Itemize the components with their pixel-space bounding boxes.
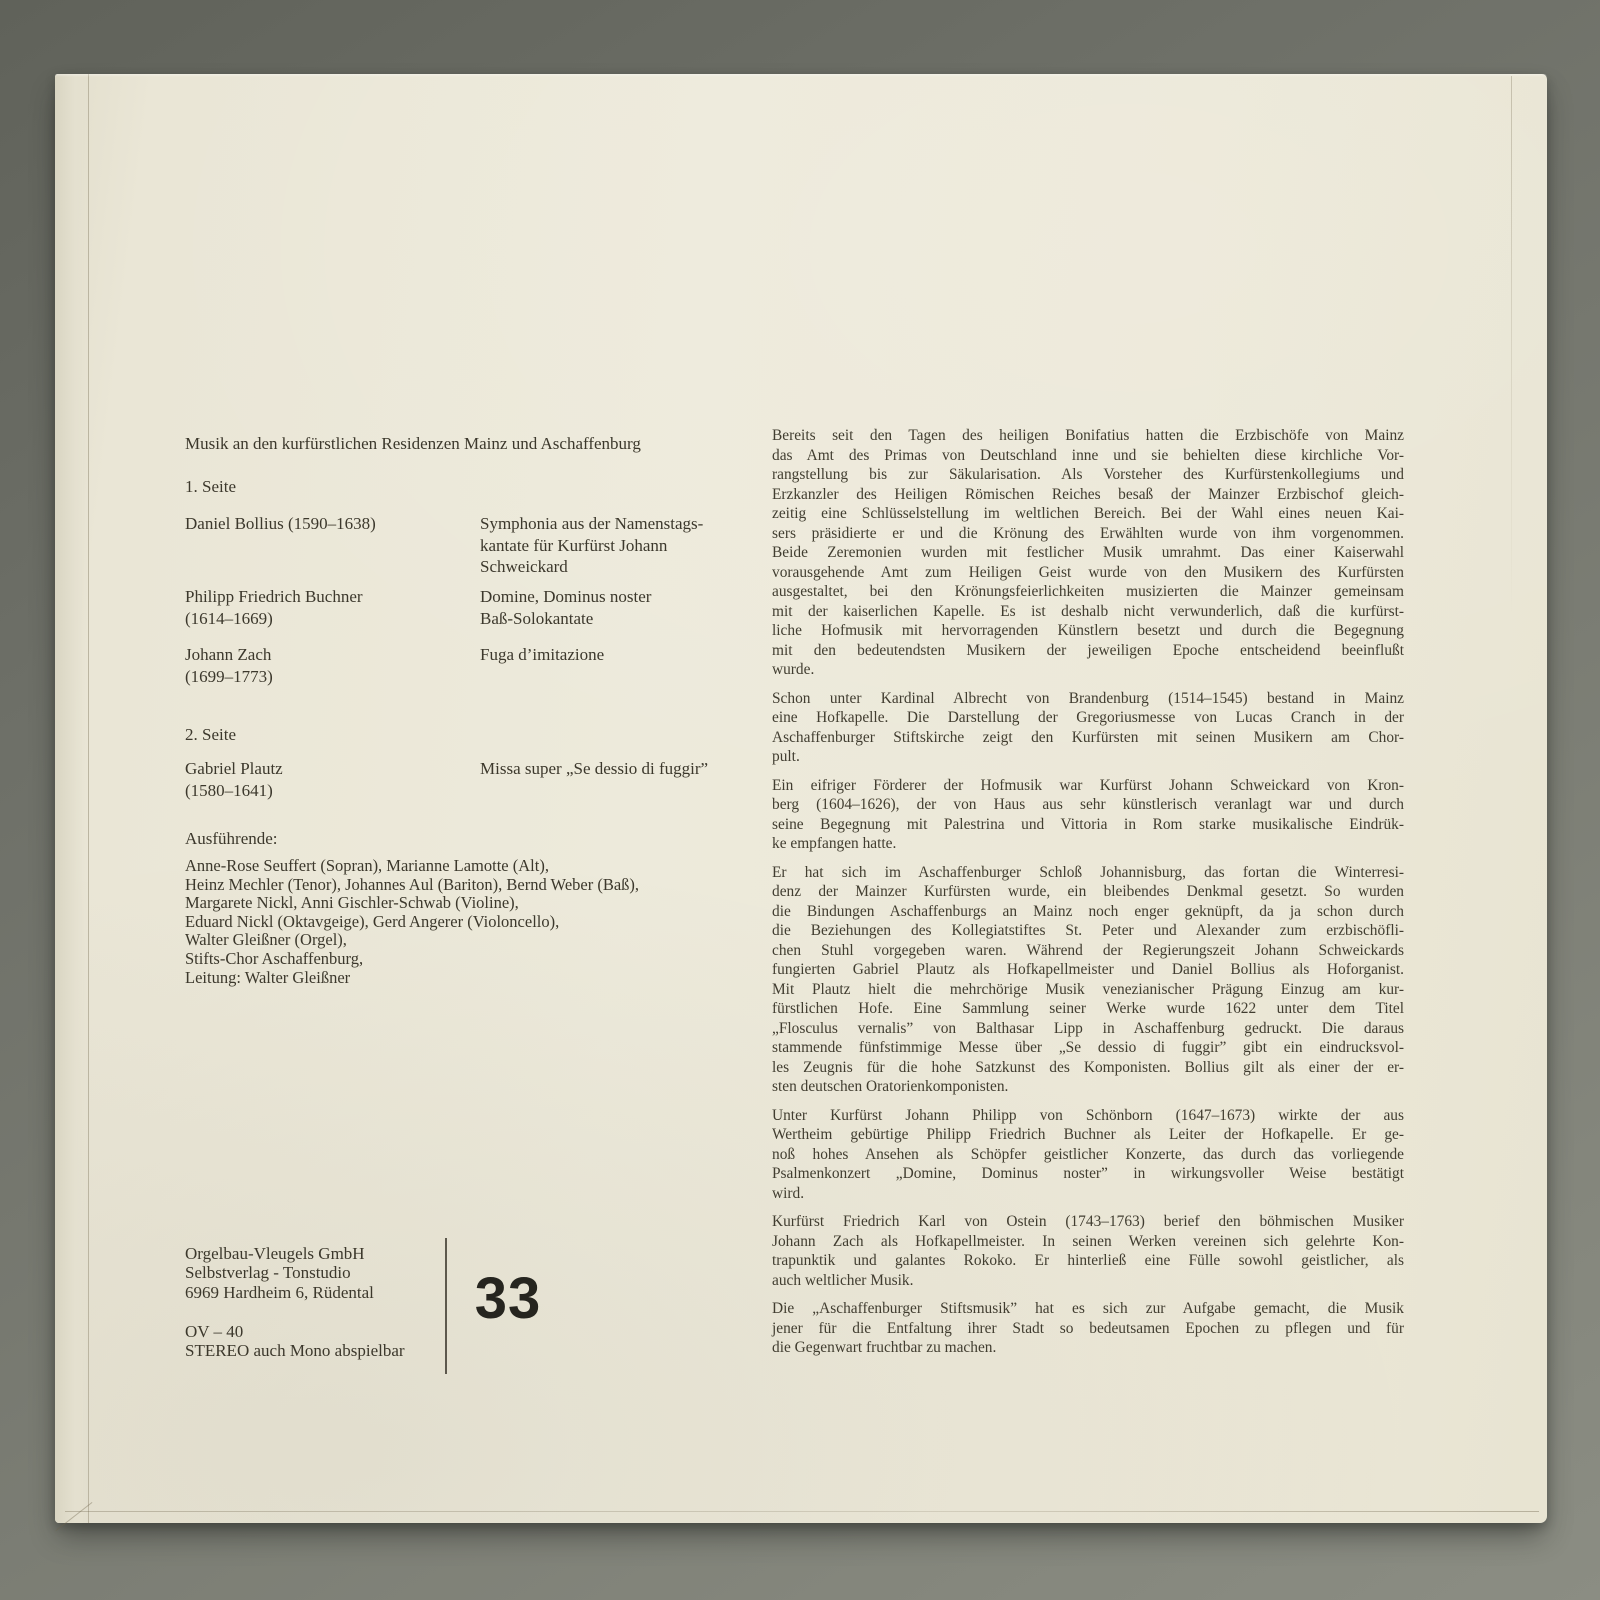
work-fuga (480, 644, 604, 666)
text-line: ausgestaltet, bei den Krönungsfeierlichkeiten musizierten die Mainzer gemeinsam (772, 583, 1404, 600)
text-line: Walter Gleißner (Orgel), (185, 930, 347, 950)
record-sleeve-back (55, 74, 1547, 1523)
text-line: Orgelbau-Vleugels GmbH (185, 1244, 365, 1263)
text-line: fürstlichen Hofe. Eine Sammlung seiner Werke wurde 1622 unter dem Titel (772, 1000, 1404, 1017)
text-line: rangstellung bis zur Säkularisation. Als Vorsteher des Kurfürstenkollegiums und (772, 466, 1404, 483)
text-line: Er hat sich im Aschaffenburger Schloß Johannisburg, das fortan die Winterresi- (772, 863, 1404, 881)
text-line: Philipp Friedrich Buchner (185, 587, 363, 606)
liner-paragraph (772, 1212, 1404, 1290)
sleeve-bottom-crease (65, 1511, 1539, 1512)
text-line: sers präsidierte er und die Krönung des Erwählten wurde von ihm vorgenommen. (772, 524, 1404, 542)
text-line: Wertheim gebürtige Philipp Friedrich Buchner als Leiter der Hofkapelle. Er ge- (772, 1126, 1404, 1143)
text-line: liche Hofmusik mit hervorragenden Künstlern besetzt und durch die Begegnung (772, 622, 1404, 639)
text-line: eine Hofkapelle. Die Darstellung der Gregoriusmesse von Lucas Cranch in der (772, 709, 1404, 726)
liner-paragraph (772, 1299, 1404, 1358)
text-line: Eduard Nickl (Oktavgeige), Gerd Angerer (Violoncello), (185, 911, 560, 931)
text-line: vorausgehende Amt zum Heiligen Geist wurde von den Musikern des Kurfürsten (772, 563, 1404, 581)
text-line: die Gegenwart fruchtbar zu machen. (772, 1339, 997, 1356)
speed-33-rpm-label: 33 (474, 1266, 542, 1331)
liner-notes (772, 426, 1404, 1367)
liner-paragraph (772, 863, 1404, 1097)
text-line: Anne-Rose Seuffert (Sopran), Marianne Lamotte (Alt), (185, 856, 549, 875)
text-line: auch weltlicher Musik. (772, 1271, 914, 1289)
text-line: mit den bedeutendsten Musikern der jeweiligen Epoche entscheidend beeinflußt (772, 641, 1404, 659)
text-line: berg (1604–1626), der von Haus aus sehr künstlerisch veranlagt war und durch (772, 796, 1404, 813)
composer-johann-zach (185, 644, 273, 687)
text-line: (1614–1669) (185, 608, 273, 628)
liner-paragraph (772, 426, 1404, 680)
text-line: Daniel Bollius (1590–1638) (185, 514, 376, 533)
text-line: wurde. (772, 661, 815, 678)
text-line: Margarete Nickl, Anni Gischler-Schwab (Violine), (185, 893, 519, 913)
text-line: Domine, Dominus noster (480, 587, 652, 606)
text-line: Mit Plautz hielt die mehrchörige Musik venezianischer Prägung Einzug am kur- (772, 980, 1404, 998)
liner-paragraph (772, 1106, 1404, 1204)
divider-line (445, 1238, 447, 1374)
liner-paragraph (772, 776, 1404, 854)
sleeve-right-crease (1511, 76, 1512, 616)
text-line: denz der Mainzer Kurfürsten wurde, ein bleibendes Denkmal gesetzt. So wurden (772, 883, 1404, 900)
text-line: jener für die Entfaltung ihrer Stadt so bedeutsamen Epochen zu pflegen und für (772, 1319, 1404, 1337)
text-line: Beide Zeremonien wurden mit festlicher Musik umrahmt. Das einer Kaiserwahl (772, 544, 1404, 561)
liner-paragraph (772, 689, 1404, 767)
text-line: Gabriel Plautz (185, 759, 283, 778)
text-line: Kurfürst Friedrich Karl von Ostein (1743–1763) berief den böhmischen Musiker (772, 1213, 1404, 1230)
text-line: pult. (772, 748, 800, 765)
text-line: noß hohes Ansehen als Schöpfer geistlicher Konzerte, das durch das vorliegende (772, 1145, 1404, 1163)
text-line: Johann Zach als Hofkapellmeister. In seinen Werken vereinen sich gelehrte Kon- (772, 1232, 1404, 1250)
sleeve-left-fold (55, 74, 89, 1523)
performers-list (185, 857, 639, 987)
text-line: Ein eifriger Förderer der Hofmusik war Kurfürst Johann Schweickard von Kron- (772, 776, 1404, 794)
text-line: kantate für Kurfürst Johann (480, 535, 668, 555)
text-line: STEREO auch Mono abspielbar (185, 1341, 405, 1361)
text-line: Missa super „Se dessio di fuggir” (480, 759, 709, 778)
text-line: fungierten Gabriel Plautz als Hofkapellmeister und Daniel Bollius als Hoforganist. (772, 961, 1404, 978)
text-line: Schweickard (480, 557, 568, 576)
text-line: Baß-Solokantate (480, 608, 594, 628)
text-line: Aschaffenburger Stiftskirche zeigt den Kurfürsten mit seinen Musikern am Chor- (772, 728, 1404, 746)
text-line: die Bindungen Aschaffenburgs an Mainz noch enger geknüpft, da ja schon durch (772, 902, 1404, 920)
work-missa (480, 758, 708, 780)
publisher-address (185, 1244, 374, 1302)
text-line: Selbstverlag - Tonstudio (185, 1263, 351, 1283)
text-line: Unter Kurfürst Johann Philipp von Schönborn (1647–1673) wirkte der aus (772, 1106, 1404, 1124)
work-domine (480, 586, 651, 629)
text-line: Heinz Mechler (Tenor), Johannes Aul (Bariton), Bernd Weber (Baß), (185, 874, 640, 894)
side1-label: 1. Seite (185, 477, 236, 496)
composer-philipp-buchner (185, 586, 363, 629)
text-line: les Zeugnis für die hohe Satzkunst des Komponisten. Bollius gilt als einer der er- (772, 1058, 1404, 1076)
text-line: Schon unter Kardinal Albrecht von Brandenburg (1514–1545) bestand in Mainz (772, 689, 1404, 707)
text-line: sten deutschen Oratorienkomponisten. (772, 1078, 1009, 1095)
text-line: Bereits seit den Tagen des heiligen Bonifatius hatten die Erzbischöfe von Mainz (772, 427, 1404, 444)
text-line: Johann Zach (185, 645, 272, 664)
text-line: stammende fünfstimmige Messe über „Se dessio di fuggir” gibt ein eindrucksvol- (772, 1039, 1404, 1056)
composer-daniel-bollius (185, 513, 376, 535)
catalog-number-stereo (185, 1322, 405, 1361)
album-title: Musik an den kurfürstlichen Residenzen Mainz und Aschaffenburg (185, 434, 641, 453)
text-line: „Flosculus vernalis” von Balthasar Lipp in Aschaffenburg gedruckt. Die daraus (772, 1019, 1404, 1037)
text-line: wird. (772, 1184, 805, 1202)
performers-heading: Ausführende: (185, 829, 278, 848)
text-line: chen Stuhl vorgegeben waren. Während der Regierungszeit Johann Schweickards (772, 941, 1404, 959)
text-line: Symphonia aus der Namenstags- (480, 514, 704, 533)
text-line: Stifts-Chor Aschaffenburg, (185, 948, 364, 968)
sleeve-top-edge-highlight (55, 74, 1547, 77)
text-line: Leitung: Walter Gleißner (185, 967, 351, 987)
composer-gabriel-plautz (185, 758, 283, 801)
text-line: Erzkanzler des Heiligen Römischen Reiches besaß der Mainzer Erzbischof gleich- (772, 485, 1404, 503)
text-line: zeitig eine Schlüsselstellung im weltlichen Bereich. Bei der Wahl eines neuen Kai- (772, 505, 1404, 522)
text-line: mit der kaiserlichen Kapelle. Es ist deshalb nicht verwunderlich, daß die kurfürst- (772, 602, 1404, 620)
text-line: Die „Aschaffenburger Stiftsmusik” hat es sich zur Aufgabe gemacht, die Musik (772, 1300, 1404, 1317)
text-line: seine Begegnung mit Palestrina und Vittoria in Rom starke musikalische Eindrük- (772, 815, 1404, 833)
text-line: die Beziehungen des Kollegiatstiftes St. Peter und Alexander zum erzbischöfli- (772, 922, 1404, 939)
work-symphonia (480, 513, 703, 578)
text-line: 6969 Hardheim 6, Rüdental (185, 1282, 374, 1302)
text-line: (1580–1641) (185, 780, 273, 800)
text-line: ke empfangen hatte. (772, 835, 897, 852)
text-line: Psalmenkonzert „Domine, Dominus noster” in wirkungsvoller Weise bestätigt (772, 1165, 1404, 1182)
text-line: Fuga d’imitazione (480, 645, 605, 664)
text-line: das Amt des Primas von Deutschland inne und sie behielten diese kirchliche Vor- (772, 446, 1404, 464)
text-line: (1699–1773) (185, 666, 273, 686)
text-line: trapunktik und galantes Rokoko. Er hinterließ eine Fülle sowohl geistlicher, als (772, 1252, 1404, 1269)
side2-label: 2. Seite (185, 725, 236, 744)
text-line: OV – 40 (185, 1322, 244, 1341)
